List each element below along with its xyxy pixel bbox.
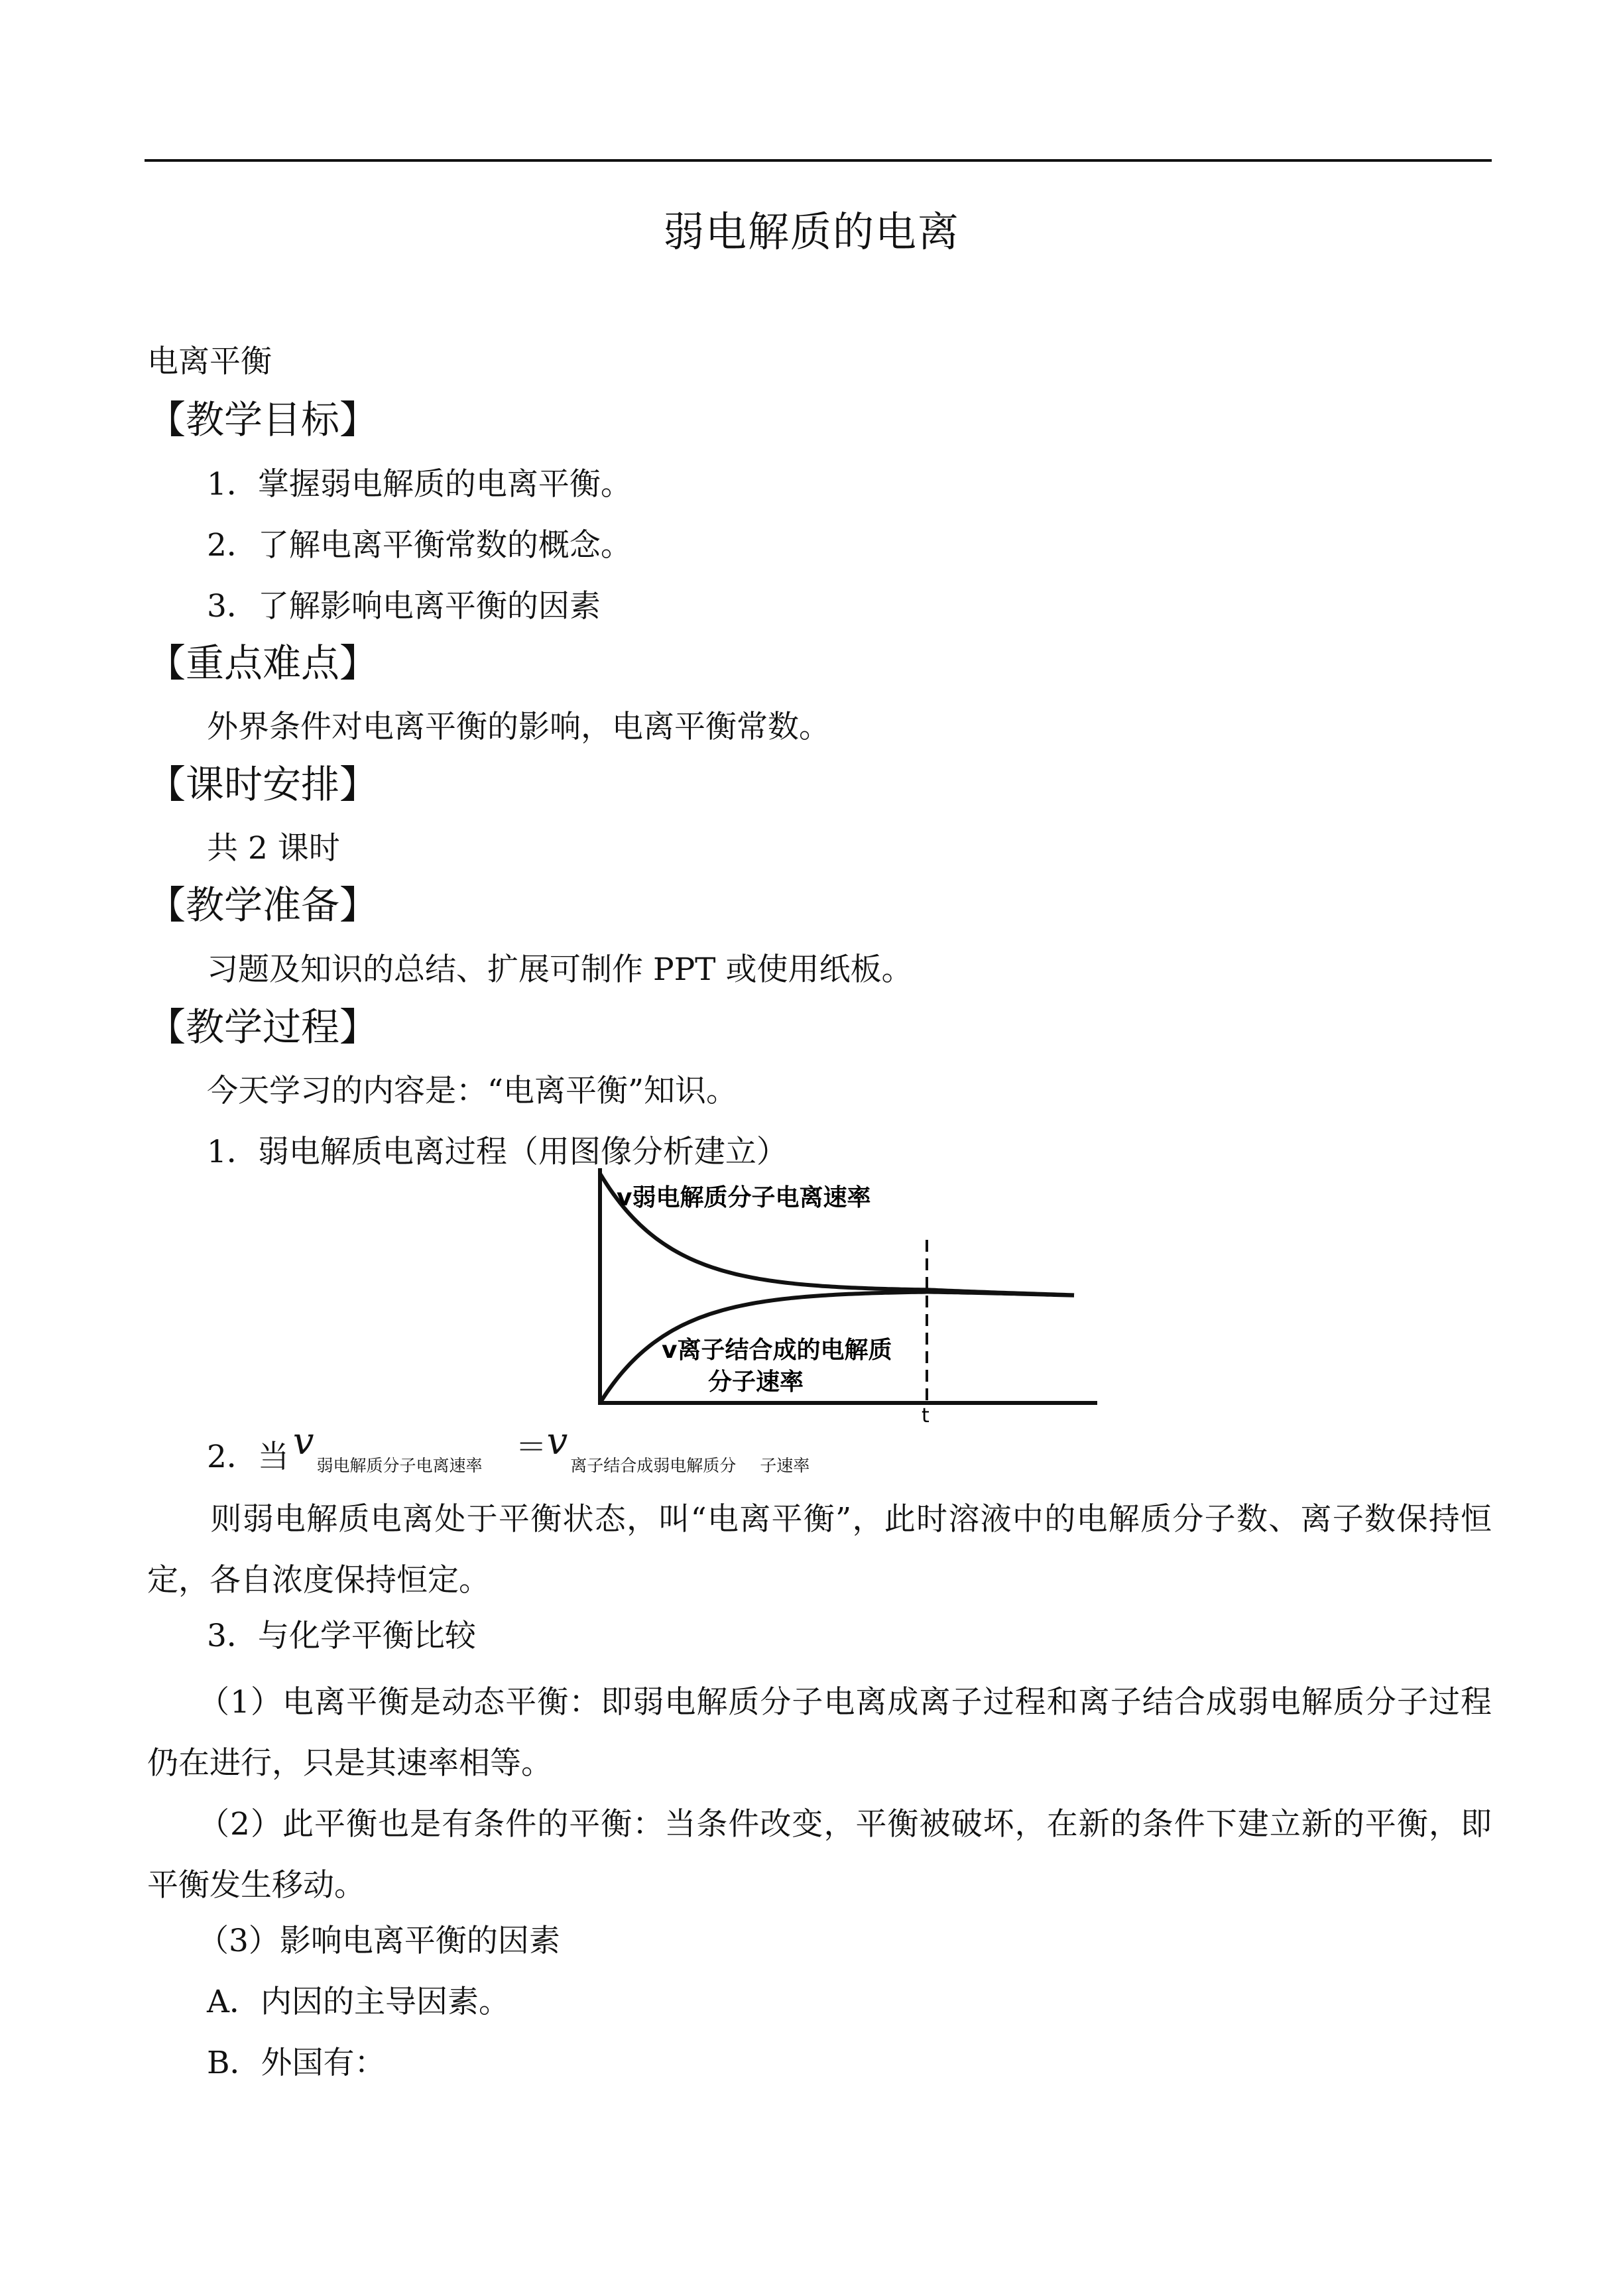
prep-text: 习题及知识的总结、扩展可制作 PPT 或使用纸板。 xyxy=(207,951,913,988)
v-symbol-1: v xyxy=(292,1420,314,1463)
step2-prefix: 2．当 xyxy=(207,1439,289,1475)
comparison-point-2 xyxy=(147,1794,1492,1916)
process-step-1: 1．弱电解质电离过程（用图像分析建立） xyxy=(207,1134,788,1170)
curve2-label-line2: 分子速率 xyxy=(708,1368,804,1396)
comparison-point-3: （3）影响电离平衡的因素 xyxy=(198,1923,560,1959)
rate-time-figure xyxy=(583,1160,1114,1432)
page-title: 弱电解质的电离 xyxy=(662,208,960,256)
equilibrium-definition xyxy=(147,1489,1492,1611)
factor-a: A．内因的主导因素。 xyxy=(207,1984,510,2020)
subscript-recombination-rate-a: 离子结合成弱电解质分 xyxy=(570,1456,737,1475)
comparison-point-1 xyxy=(147,1672,1492,1794)
factor-b: B．外国有： xyxy=(207,2045,386,2081)
schedule-text: 共 2 课时 xyxy=(207,830,340,867)
goal-item-3: 3．了解影响电离平衡的因素 xyxy=(207,588,601,625)
key-points-text: 外界条件对电离平衡的影响，电离平衡常数。 xyxy=(207,709,830,745)
subscript-ionization-rate: 弱电解质分子电离速率 xyxy=(316,1456,483,1475)
key-points-heading: 【重点难点】 xyxy=(147,640,379,686)
prep-heading: 【教学准备】 xyxy=(147,882,379,928)
t-axis-label: t xyxy=(922,1404,930,1427)
process-intro: 今天学习的内容是：“电离平衡”知识。 xyxy=(207,1073,738,1109)
v-symbol-2: v xyxy=(546,1420,568,1463)
curve2-label-line1: v离子结合成的电解质 xyxy=(662,1337,892,1364)
process-step-3: 3．与化学平衡比较 xyxy=(207,1618,476,1654)
curve1-label: v弱电解质分子电离速率 xyxy=(617,1184,871,1211)
comparison-point-1-text: （1）电离平衡是动态平衡：即弱电解质分子电离成离子过程和离子结合成弱电解质分子过程仍在进行，只是其速率相等。 xyxy=(147,1684,1492,1782)
equilibrium-condition xyxy=(207,1420,810,1477)
schedule-heading: 【课时安排】 xyxy=(147,762,379,807)
goal-item-2: 2．了解电离平衡常数的概念。 xyxy=(207,527,632,564)
subscript-recombination-rate-b: 子速率 xyxy=(760,1456,810,1475)
section-label: 电离平衡 xyxy=(147,343,272,380)
comparison-point-2-text: （2）此平衡也是有条件的平衡：当条件改变，平衡被破坏，在新的条件下建立新的平衡，即平衡发生移动。 xyxy=(147,1806,1492,1903)
equals-sign: ＝ xyxy=(515,1429,547,1466)
process-heading: 【教学过程】 xyxy=(147,1004,379,1050)
header-rule xyxy=(145,159,1492,162)
goal-item-1: 1．掌握弱电解质的电离平衡。 xyxy=(207,466,632,503)
goals-heading: 【教学目标】 xyxy=(147,397,379,442)
equilibrium-definition-text: 则弱电解质电离处于平衡状态，叫“电离平衡”，此时溶液中的电解质分子数、离子数保持恒定，各自浓度保持恒定。 xyxy=(147,1501,1492,1599)
